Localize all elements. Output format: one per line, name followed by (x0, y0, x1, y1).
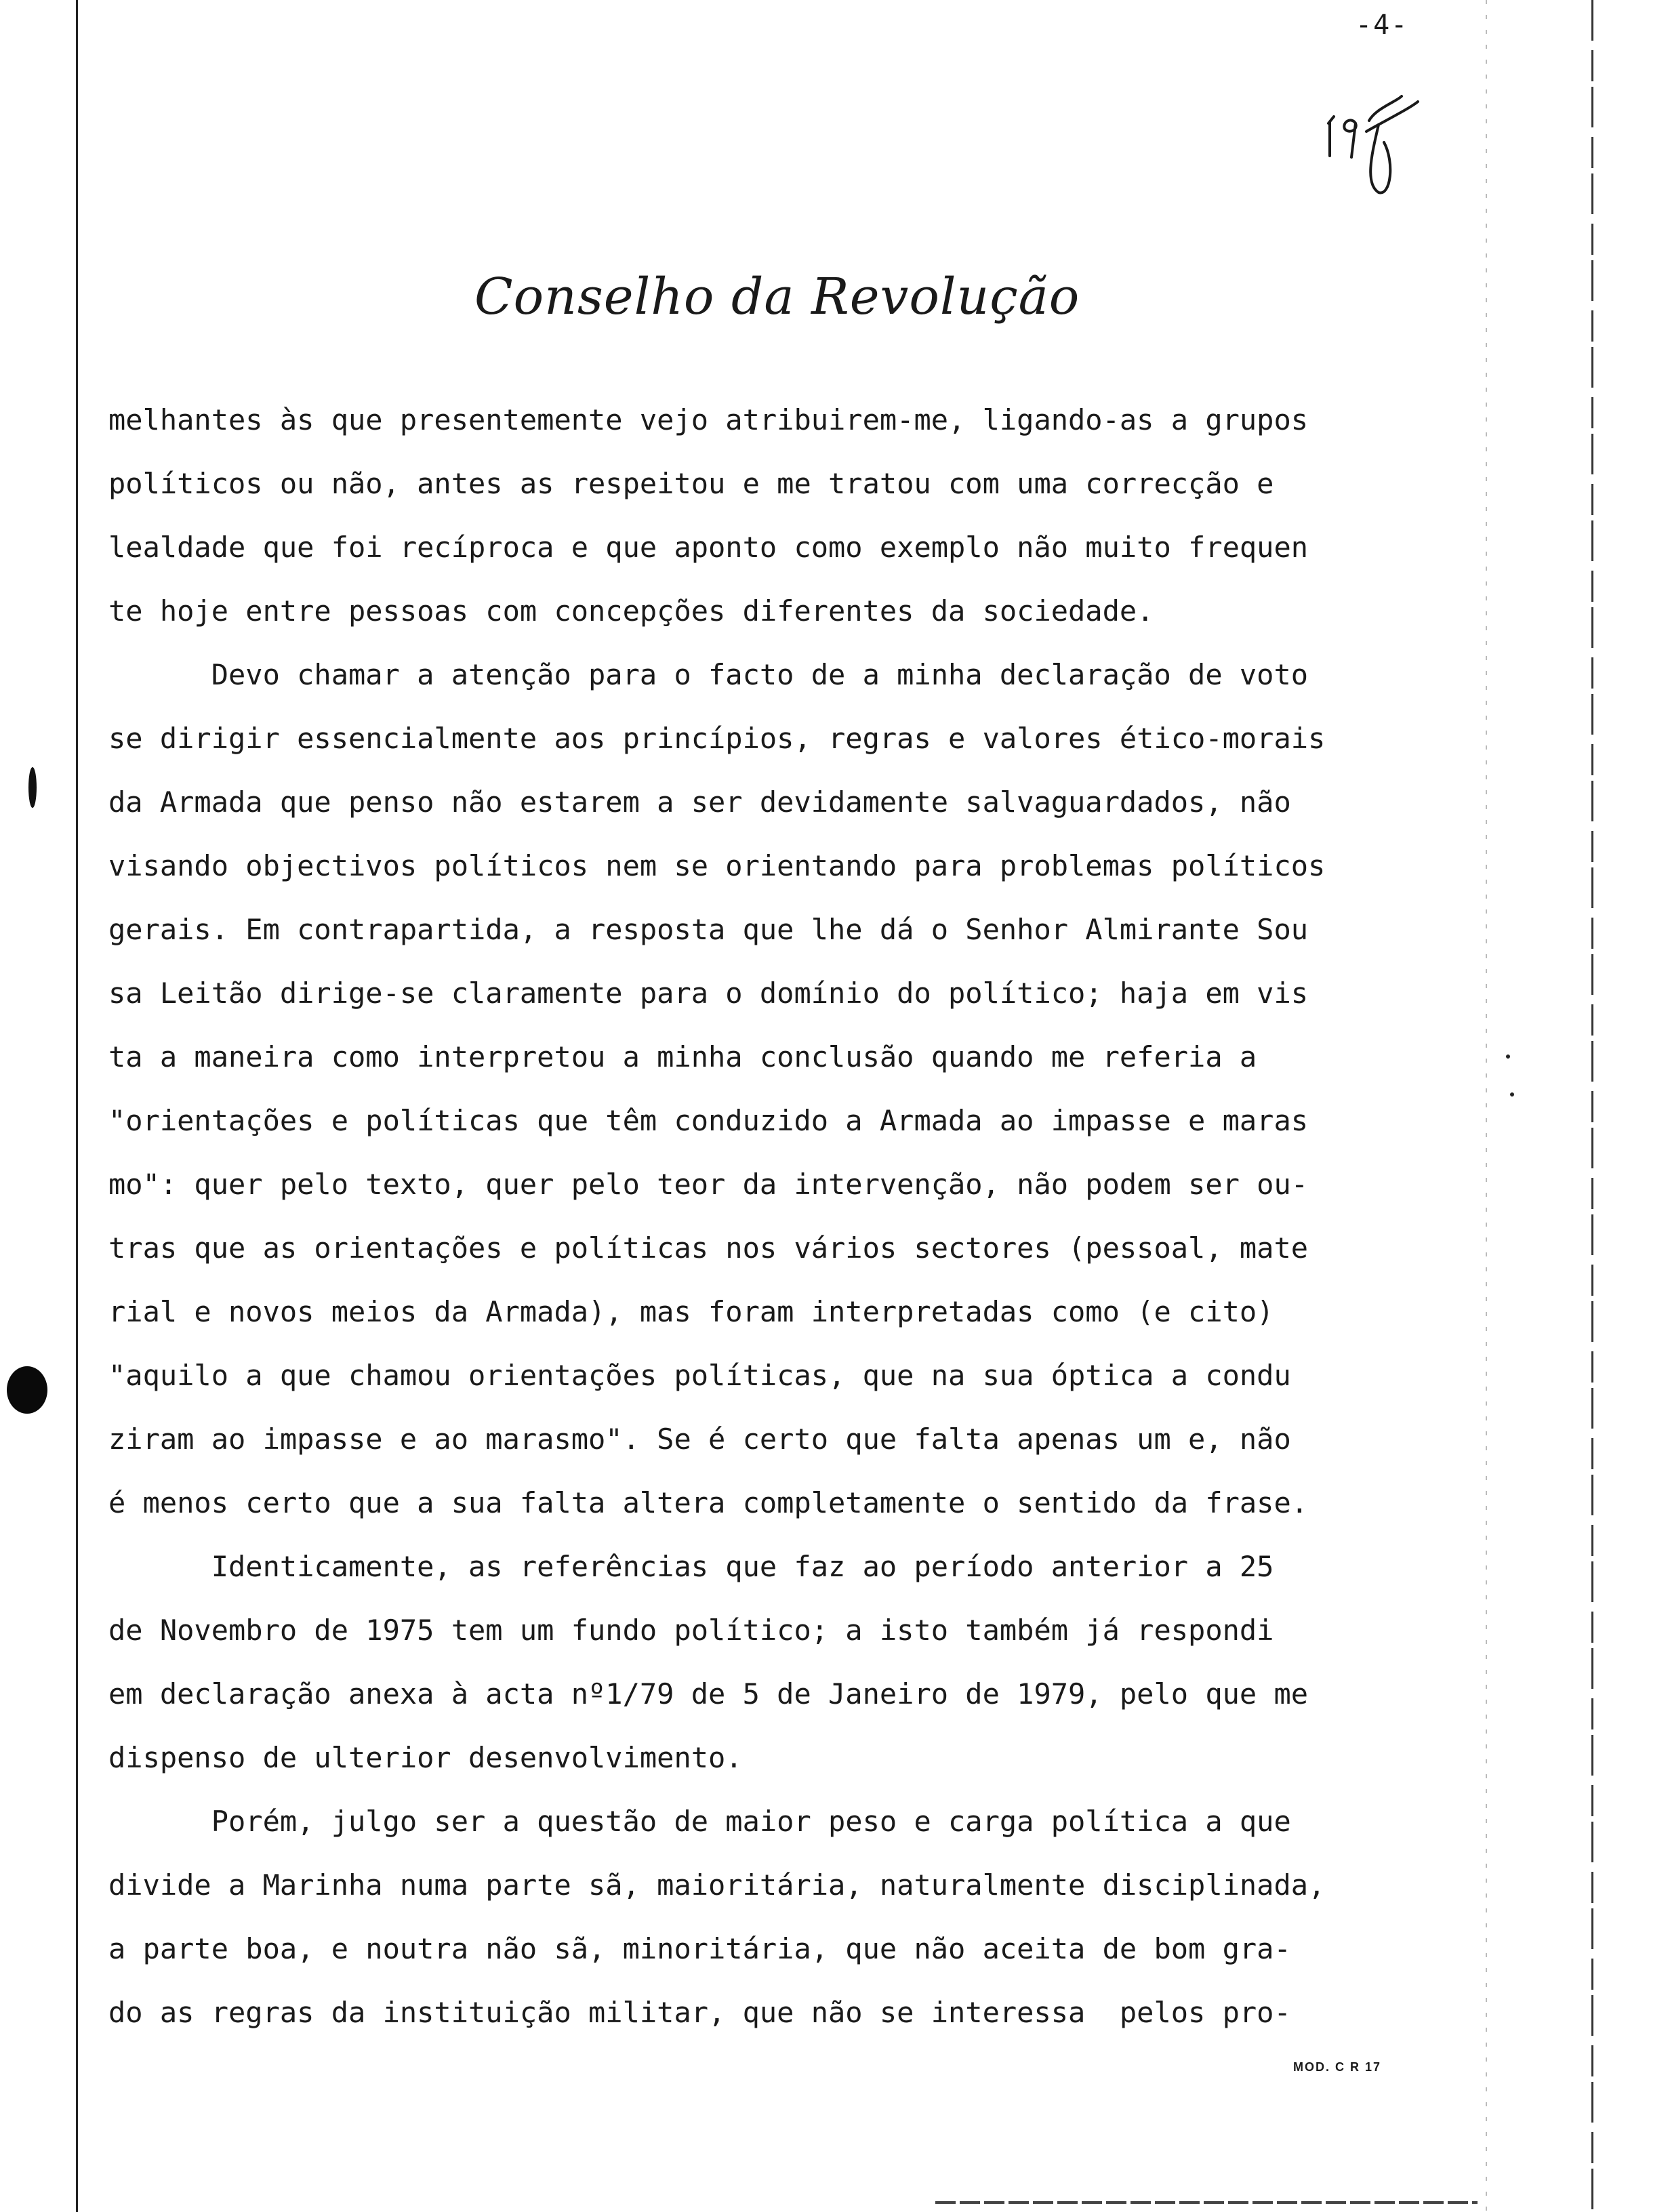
text-line: divide a Marinha numa parte sã, maioritária, naturalmente disciplinada, (108, 1868, 1326, 1902)
text-line: ta a maneira como interpretou a minha conclusão quando me referia a (108, 1040, 1257, 1073)
text-line: do as regras da instituição militar, que não se interessa pelos pro- (108, 1996, 1291, 2029)
text-line: a parte boa, e noutra não sã, minoritária, que não aceita de bom gra- (108, 1932, 1291, 1965)
punch-mark (28, 767, 37, 808)
text-line: "orientações e políticas que têm conduzido a Armada ao impasse e maras (108, 1104, 1309, 1137)
text-line: melhantes às que presentemente vejo atribuirem-me, ligando-as a grupos (108, 403, 1309, 436)
text-line: Devo chamar a atenção para o facto de a minha declaração de voto (108, 658, 1309, 691)
right-margin-rule (1591, 0, 1593, 2212)
text-line: tras que as orientações e políticas nos vários sectores (pessoal, mate (108, 1231, 1309, 1265)
text-line: visando objectivos políticos nem se orientando para problemas políticos (108, 849, 1326, 882)
text-line: ziram ao impasse e ao marasmo". Se é certo que falta apenas um e, não (108, 1422, 1291, 1456)
speck (1506, 1054, 1510, 1059)
text-line: gerais. Em contrapartida, a resposta que lhe dá o Senhor Almirante Sou (108, 913, 1309, 946)
text-line: mo": quer pelo texto, quer pelo teor da intervenção, não podem ser ou- (108, 1168, 1309, 1201)
text-line: em declaração anexa à acta nº1/79 de 5 de Janeiro de 1979, pelo que me (108, 1677, 1309, 1711)
text-line: da Armada que penso não estarem a ser devidamente salvaguardados, não (108, 785, 1291, 819)
text-line: rial e novos meios da Armada), mas foram interpretadas como (e cito) (108, 1295, 1274, 1328)
right-binding-dashes (1486, 0, 1487, 2212)
text-line: sa Leitão dirige-se claramente para o domínio do político; haja em vis (108, 977, 1309, 1010)
bottom-edge-rule (935, 2201, 1478, 2204)
page-number: -4- (1356, 9, 1409, 41)
text-line: Identicamente, as referências que faz ao período anterior a 25 (108, 1550, 1274, 1583)
text-line: de Novembro de 1975 tem um fundo político; a isto também já respondi (108, 1614, 1274, 1647)
text-line: se dirigir essencialmente aos princípios, regras e valores ético-morais (108, 722, 1326, 755)
text-line: te hoje entre pessoas com concepções diferentes da sociedade. (108, 594, 1154, 628)
text-line: é menos certo que a sua falta altera completamente o sentido da frase. (108, 1486, 1309, 1519)
text-line: lealdade que foi recíproca e que aponto como exemplo não muito frequen (108, 531, 1309, 564)
text-line: dispenso de ulterior desenvolvimento. (108, 1741, 743, 1774)
left-margin-rule (76, 0, 78, 2212)
handwritten-folio-number (1322, 81, 1430, 203)
form-code: MOD. C R 17 (1293, 2060, 1382, 2074)
speck (1510, 1092, 1514, 1097)
text-line: "aquilo a que chamou orientações políticas, que na sua óptica a condu (108, 1359, 1291, 1392)
text-line: Porém, julgo ser a questão de maior peso e carga política a que (108, 1805, 1291, 1838)
text-line: políticos ou não, antes as respeitou e me tratou com uma correcção e (108, 467, 1274, 500)
letterhead-title: Conselho da Revolução (474, 268, 1080, 326)
punch-hole (7, 1366, 47, 1414)
